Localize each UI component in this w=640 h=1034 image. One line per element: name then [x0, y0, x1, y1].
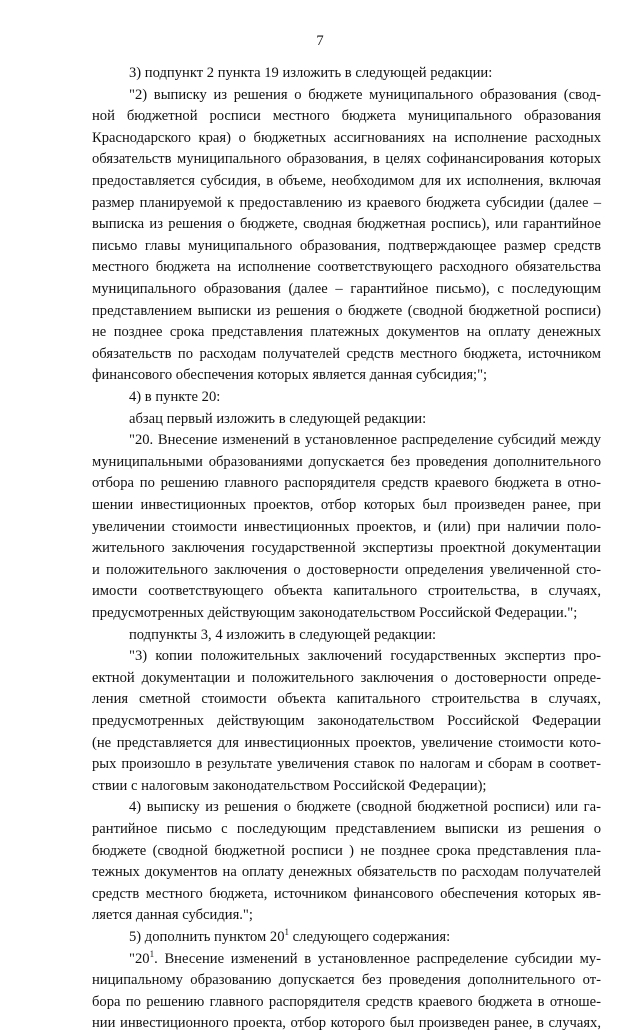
- text-line: нии инвестиционного проекта, отбор которого был произведен ранее, в случаях,: [92, 1015, 601, 1032]
- text-line: предусмотренных действующим законодательством Российской Федерации: [92, 713, 601, 729]
- superscript: 1: [284, 927, 290, 938]
- text-line: предусмотренных действующим законодательством Российской Федерации.";: [92, 605, 578, 621]
- text-line: размер планируемой к предоставлению из краевого бюджета субсидии (далее –: [92, 194, 601, 211]
- text-line: "3) копии положительных заключений государственных экспертиз про-: [129, 648, 601, 665]
- text-line: бора по решению главного распорядителя средств краевого бюджета в отноше-: [92, 993, 601, 1010]
- text-line: тежных документов на оплату денежных обязательств по расходам получателей: [92, 864, 601, 881]
- text-line: имости соответствующего объекта капитального строительства, в случаях,: [92, 583, 601, 600]
- text-line: ектной документации и положительного заключения о достоверности опреде-: [92, 669, 601, 686]
- text-line: ной бюджетной росписи местного бюджета муниципального образования: [92, 108, 601, 125]
- text-line: "2) выписку из решения о бюджете муниципального образования (свод-: [129, 86, 601, 103]
- text-line: 5) дополнить пунктом $20^1$ следующего содержания:: [129, 927, 451, 945]
- text-line: местного бюджета на исполнение соответствующего расходного обязательства: [92, 259, 601, 276]
- text-line: муниципальными образованиями допускается без проведения дополнительного: [92, 453, 601, 470]
- text-line: письмо главы муниципального образования, подтверждающее размер средств: [92, 237, 601, 254]
- text-line: рых произошло в результате увеличения ставок по налогам и сборам в соответ-: [92, 756, 601, 773]
- text-line: (не представляется для инвестиционных проектов, увеличение стоимости кото-: [92, 734, 601, 751]
- text-line: увеличении стоимости инвестиционных проектов, и (или) при наличии поло-: [92, 518, 601, 535]
- text-line: жительного заключения государственной экспертизы проектной документации: [92, 540, 601, 557]
- text-line: шении инвестиционных проектов, отбор которых был произведен ранее, при: [92, 497, 601, 513]
- text-line: средств местного бюджета, источником финансового обеспечения которых яв-: [92, 885, 601, 902]
- text-line: обязательств по расходам получателей средств местного бюджета, источником: [92, 345, 601, 362]
- text-line: выписка из решения о бюджете, сводная бюджетная роспись), или гарантийное: [92, 216, 601, 233]
- text-line: 4) в пункте 20:: [129, 389, 221, 405]
- text-line: ляется данная субсидия.";: [92, 907, 253, 924]
- text-line: не позднее срока представления платежных документов на оплату денежных: [92, 324, 601, 341]
- text-line: финансового обеспечения которых является данная субсидия;";: [92, 367, 488, 384]
- page-number: 7: [316, 33, 324, 49]
- text-line: подпункты 3, 4 изложить в следующей редакции:: [129, 626, 437, 643]
- text-line: муниципального образования (далее – гарантийное письмо), с последующим: [92, 281, 601, 297]
- superscript: 1: [149, 948, 155, 959]
- text-line: и положительного заключения о достоверности определения увеличенной сто-: [92, 561, 601, 578]
- text-line: абзац первый изложить в следующей редакции:: [129, 410, 427, 427]
- text-line: "20. Внесение изменений в установленное распределение субсидий между: [129, 432, 601, 449]
- text-line: 4) выписку из решения о бюджете (сводной бюджетной росписи) или га-: [129, 799, 601, 816]
- text-line: рантийное письмо с последующим представлением выписки из решения о: [92, 821, 601, 837]
- text-line: ниципальному образованию допускается без проведения дополнительного от-: [92, 972, 601, 989]
- text-line: Краснодарского края) о бюджетных ассигнованиях на исполнение расходных: [92, 129, 601, 146]
- text-line: "$20^1$. Внесение изменений в установленное распределение субсидии му-: [129, 948, 601, 967]
- text-line: ствии с налоговым законодательством Российской Федерации);: [92, 777, 487, 794]
- text-line: представлением выписки из решения о бюджете (сводной бюджетной росписи): [92, 302, 601, 319]
- text-line: обязательств муниципального образования, в целях софинансирования которых: [92, 151, 601, 168]
- text-line: отбора по решению главного распорядителя средств краевого бюджета в отно-: [92, 475, 601, 492]
- text-line: бюджете (сводной бюджетной росписи ) не позднее срока представления пла-: [92, 842, 601, 859]
- text-line: предоставляется субсидия, в объеме, необходимом для их исполнения, включая: [92, 173, 601, 189]
- text-line: 3) подпункт 2 пункта 19 изложить в следующей редакции:: [129, 65, 493, 81]
- text-line: ления сметной стоимости объекта капитального строительства в случаях,: [92, 691, 601, 708]
